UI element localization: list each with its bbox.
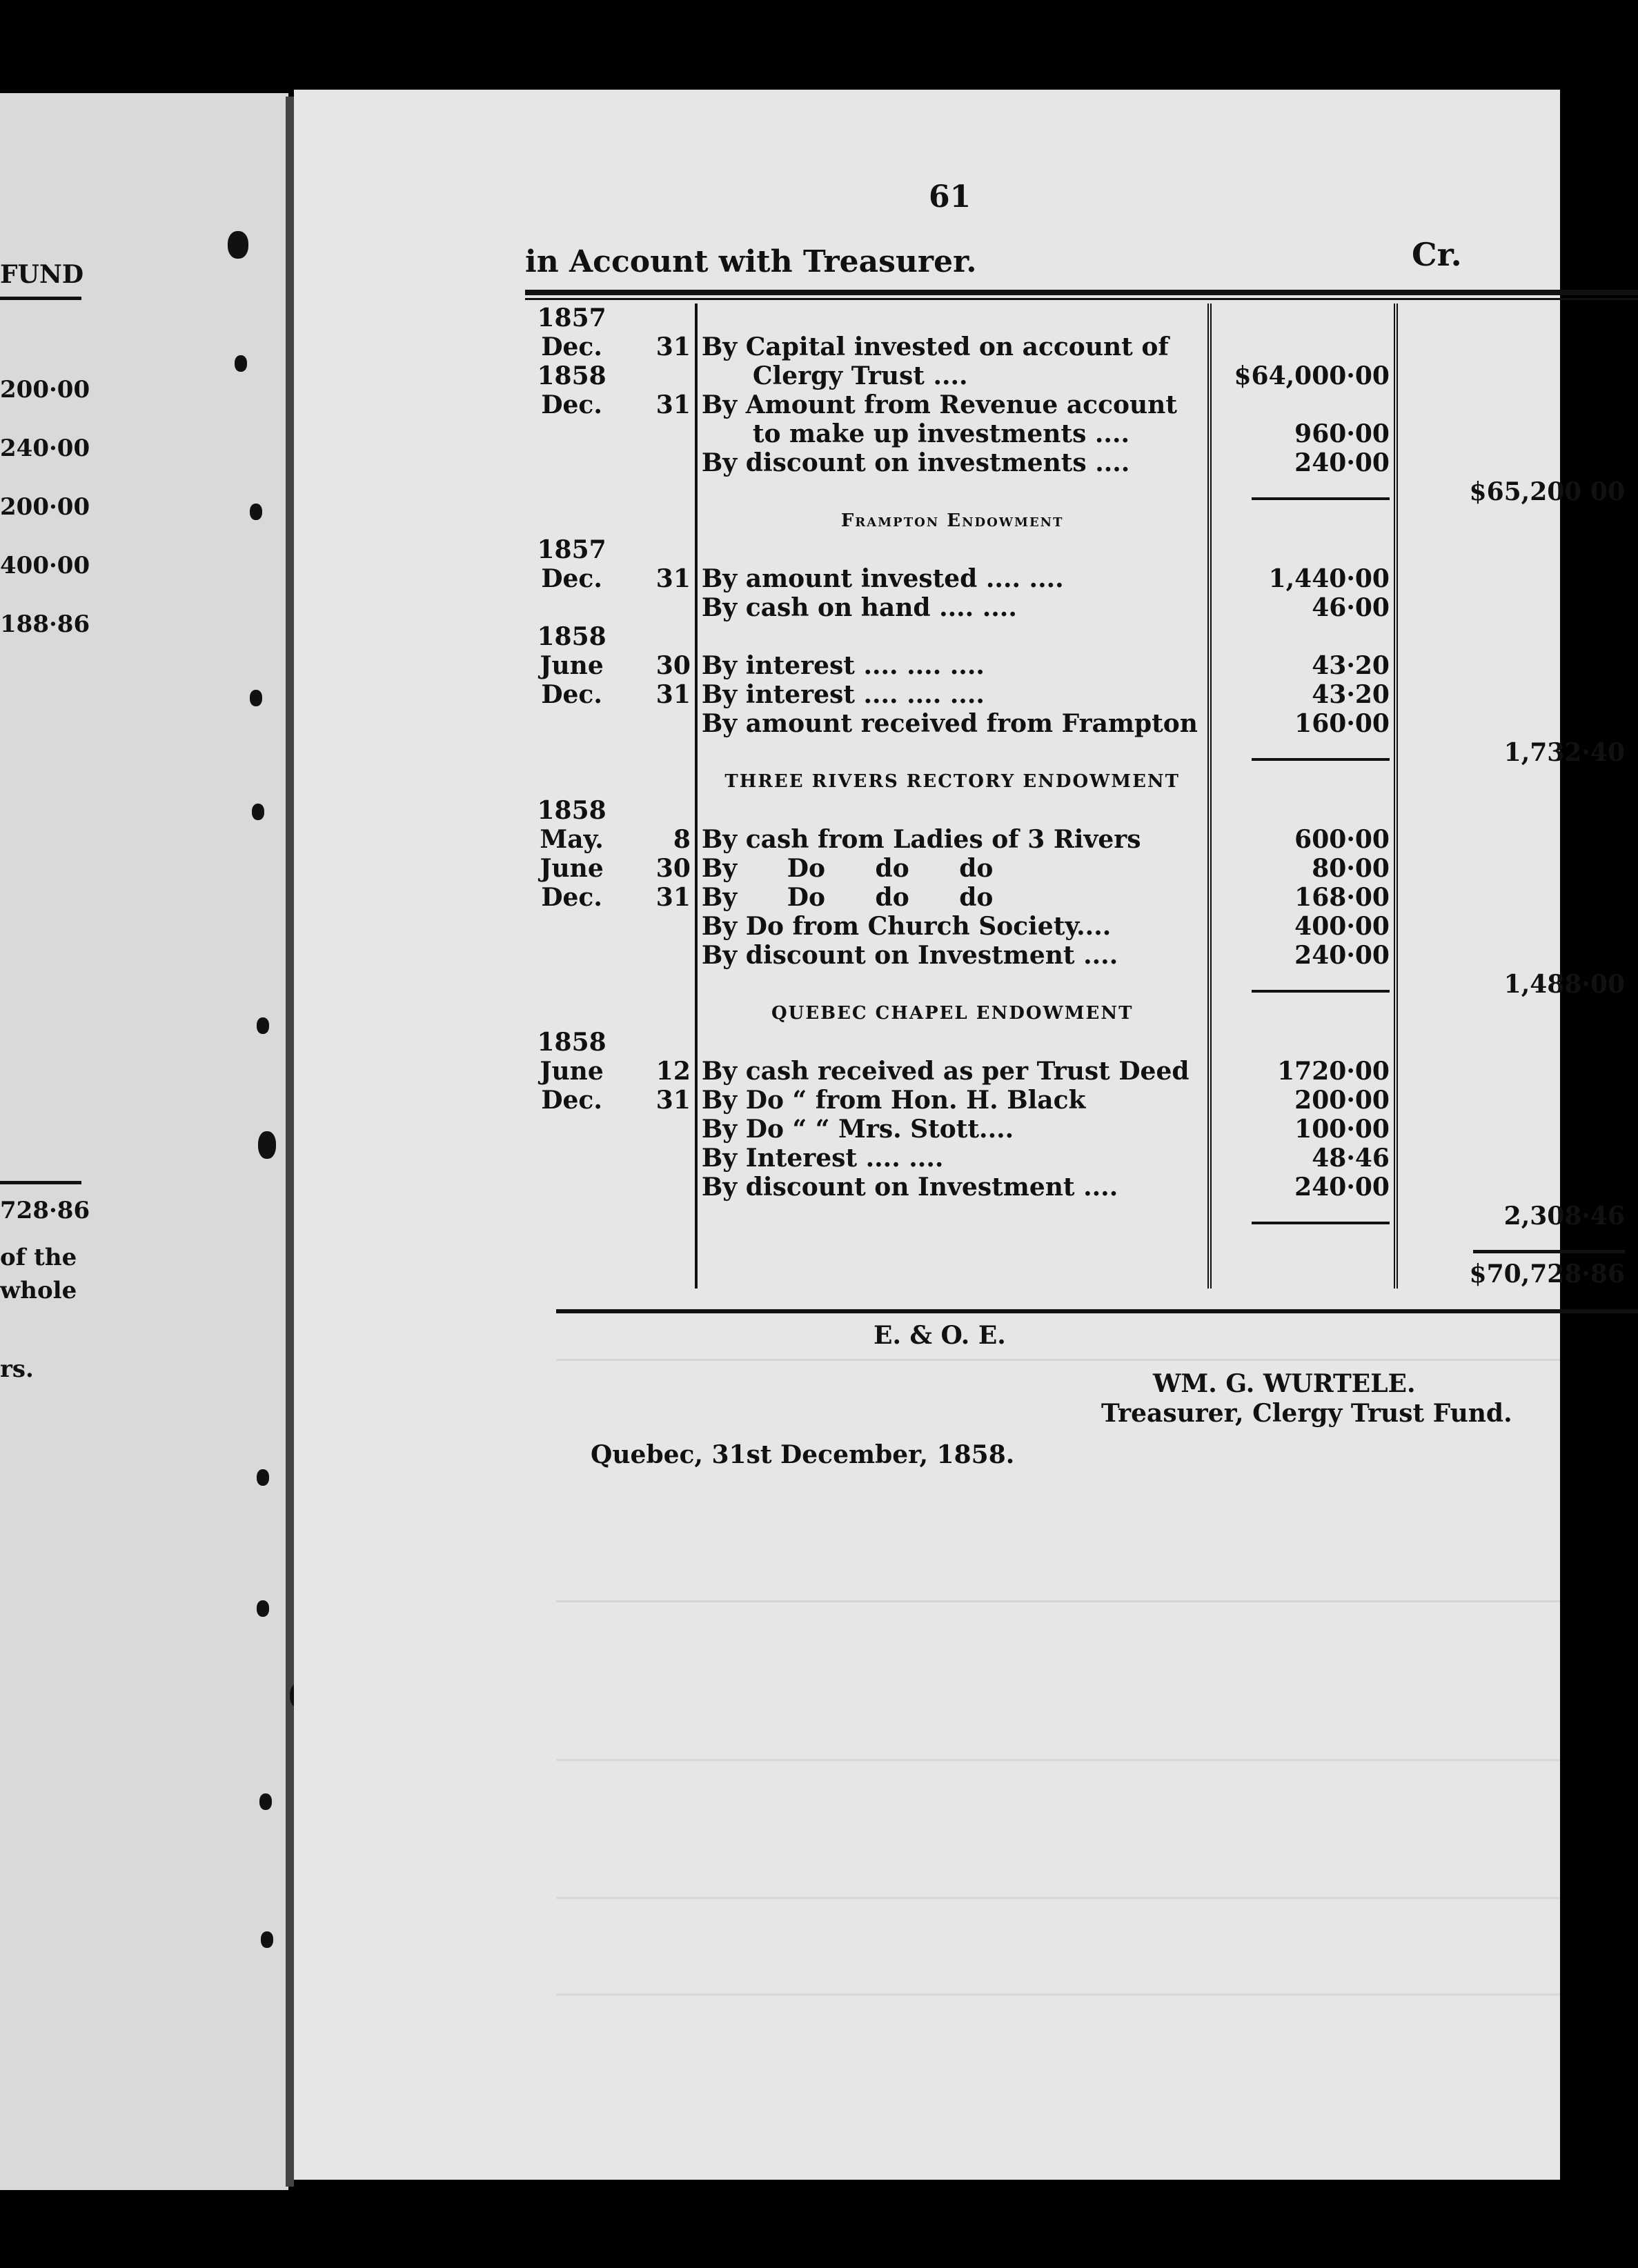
total-cell <box>1396 419 1629 448</box>
left-total-rule <box>0 1181 81 1184</box>
binding-hole <box>259 1793 272 1810</box>
show-through-rule <box>556 1897 1638 1899</box>
ledger-row <box>525 304 1629 332</box>
amount-cell: 400·00 <box>1210 912 1396 941</box>
ledger-row <box>525 651 1629 680</box>
amount-cell: 43·20 <box>1210 680 1396 709</box>
description-cell <box>696 535 1210 564</box>
ledger-row <box>525 332 1629 361</box>
day-cell <box>618 535 696 564</box>
amount-cell <box>1210 304 1396 332</box>
section-heading-row <box>525 767 1629 796</box>
description-cell: By cash on hand .... .... <box>696 593 1210 622</box>
day-cell: 30 <box>618 854 696 883</box>
date-cell <box>525 419 618 448</box>
ledger-row <box>525 448 1629 477</box>
show-through-rule <box>556 1993 1638 1996</box>
amount-cell: 46·00 <box>1210 593 1396 622</box>
ledger-row <box>525 1173 1629 1202</box>
left-amount: 200·00 <box>0 376 90 404</box>
ledger-row <box>525 1086 1629 1115</box>
amount-cell: 168·00 <box>1210 883 1396 912</box>
amount-cell <box>1210 796 1396 825</box>
description-cell <box>696 796 1210 825</box>
amount-cell: 960·00 <box>1210 419 1396 448</box>
day-cell: 31 <box>618 883 696 912</box>
ledger-row <box>525 825 1629 854</box>
ledger-row <box>525 622 1629 651</box>
day-cell: 31 <box>618 332 696 361</box>
description-cell: By Amount from Revenue account <box>696 390 1210 419</box>
ledger-row <box>525 419 1629 448</box>
grand-total: $70,728·86 <box>1469 1260 1625 1289</box>
binding-hole <box>235 355 247 372</box>
amount-cell <box>1210 535 1396 564</box>
amount-cell: 48·46 <box>1210 1144 1396 1173</box>
amount-cell: 1720·00 <box>1210 1057 1396 1086</box>
amount-cell <box>1210 1028 1396 1057</box>
description-cell: By amount invested .... .... <box>696 564 1210 593</box>
ledger-subtotal-row <box>525 738 1629 767</box>
left-header-rule <box>0 297 81 300</box>
total-cell <box>1396 390 1629 419</box>
left-total: 728·86 <box>0 1197 90 1224</box>
description-cell: By interest .... .... .... <box>696 651 1210 680</box>
day-cell <box>618 419 696 448</box>
show-through-rule <box>556 1759 1638 1761</box>
ledger-row <box>525 854 1629 883</box>
day-cell: 31 <box>618 1086 696 1115</box>
amount-cell: 1,440·00 <box>1210 564 1396 593</box>
amount-cell <box>1210 622 1396 651</box>
description-cell <box>696 622 1210 651</box>
day-cell <box>618 622 696 651</box>
left-page-header: FUND <box>0 260 84 289</box>
subtotal-rule <box>1252 990 1390 993</box>
ledger-row <box>525 564 1629 593</box>
description-cell: By discount on Investment .... <box>696 1173 1210 1202</box>
date-cell: Dec. <box>541 564 602 593</box>
binding-hole <box>252 804 264 820</box>
section-heading-row <box>525 999 1629 1028</box>
ledger-subtotal-row <box>525 970 1629 999</box>
day-cell <box>618 709 696 738</box>
amount-cell: 100·00 <box>1210 1115 1396 1144</box>
ledger-row <box>525 390 1629 419</box>
date-cell: 1858 <box>537 796 606 825</box>
section-total: 1,732·40 <box>1503 738 1625 767</box>
description-cell: By cash from Ladies of 3 Rivers <box>696 825 1210 854</box>
left-amount: 240·00 <box>0 435 90 462</box>
amount-cell: 240·00 <box>1210 941 1396 970</box>
ledger-row <box>525 1144 1629 1173</box>
section-heading: THREE RIVERS RECTORY ENDOWMENT <box>696 767 1210 796</box>
date-cell <box>525 1173 618 1202</box>
description-cell: By amount received from Frampton <box>696 709 1210 738</box>
total-cell <box>1396 304 1629 332</box>
subtotal-rule <box>1252 758 1390 761</box>
description-cell <box>696 1028 1210 1057</box>
date-cell: 1858 <box>537 622 606 651</box>
ledger-row <box>525 1115 1629 1144</box>
date-cell <box>525 709 618 738</box>
binding-hole <box>257 1600 269 1617</box>
description-cell: to make up investments .... <box>696 419 1210 448</box>
amount-cell: 240·00 <box>1210 1173 1396 1202</box>
treasurer-title: Treasurer, Clergy Trust Fund. <box>1101 1399 1512 1428</box>
account-title: in Account with Treasurer. <box>525 244 977 279</box>
section-total: $65,200 00 <box>1469 477 1625 506</box>
description-cell: By Do “ “ Mrs. Stott.... <box>696 1115 1210 1144</box>
date-cell: 1858 <box>537 1028 606 1057</box>
binding-hole <box>250 690 262 706</box>
section-total: 2,308·46 <box>1503 1202 1625 1231</box>
day-cell: 31 <box>618 680 696 709</box>
show-through-rule <box>556 1600 1638 1602</box>
day-cell: 31 <box>618 564 696 593</box>
ledger-subtotal-row <box>525 477 1629 506</box>
errors-omissions-note: E. & O. E. <box>874 1321 1006 1350</box>
day-cell <box>618 941 696 970</box>
amount-cell: 43·20 <box>1210 651 1396 680</box>
grand-total-row <box>525 1231 1629 1289</box>
day-cell <box>618 1144 696 1173</box>
ledger-row <box>525 680 1629 709</box>
section-heading: QUEBEC CHAPEL ENDOWMENT <box>696 999 1210 1028</box>
total-cell <box>1396 448 1629 477</box>
place-date-line: Quebec, 31st December, 1858. <box>591 1440 1015 1469</box>
binding-hole <box>257 1469 269 1486</box>
date-cell <box>525 448 618 477</box>
left-amount: 188·86 <box>0 610 90 638</box>
date-cell: Dec. <box>541 332 602 361</box>
date-cell <box>525 1144 618 1173</box>
left-text-line: of the <box>0 1244 77 1271</box>
amount-cell: 200·00 <box>1210 1086 1396 1115</box>
amount-cell: 600·00 <box>1210 825 1396 854</box>
description-cell: By Do do do <box>696 883 1210 912</box>
description-cell: By Do from Church Society.... <box>696 912 1210 941</box>
date-cell: June <box>540 854 604 883</box>
date-cell: 1858 <box>537 361 606 390</box>
description-cell: By Interest .... .... <box>696 1144 1210 1173</box>
ledger-subtotal-row <box>525 1202 1629 1231</box>
left-amount: 200·00 <box>0 493 90 521</box>
ledger-row <box>525 883 1629 912</box>
binding-hole <box>258 1131 276 1159</box>
amount-cell: 160·00 <box>1210 709 1396 738</box>
date-cell: June <box>540 1057 604 1086</box>
ledger-row <box>525 361 1629 390</box>
day-cell <box>618 796 696 825</box>
date-cell <box>525 912 618 941</box>
left-text-line: whole <box>0 1277 77 1304</box>
section-total: 1,488·00 <box>1503 970 1625 999</box>
description-cell: By Do “ from Hon. H. Black <box>696 1086 1210 1115</box>
description-cell: By discount on investments .... <box>696 448 1210 477</box>
ledger-row <box>525 912 1629 941</box>
ledger-row <box>525 535 1629 564</box>
left-text-line: rs. <box>0 1355 34 1383</box>
section-heading-row <box>525 506 1629 535</box>
date-cell: Dec. <box>541 390 602 419</box>
day-cell: 30 <box>618 651 696 680</box>
day-cell <box>618 304 696 332</box>
amount-cell <box>1210 332 1396 361</box>
credit-side-label: Cr. <box>1412 236 1462 273</box>
subtotal-rule <box>1252 497 1390 500</box>
date-cell: 1857 <box>537 304 606 332</box>
treasurer-signature-name: WM. G. WURTELE. <box>1153 1369 1416 1398</box>
binding-hole <box>261 1931 273 1948</box>
date-cell <box>525 941 618 970</box>
date-cell: 1857 <box>537 535 606 564</box>
right-page <box>294 90 1625 2180</box>
day-cell: 12 <box>618 1057 696 1086</box>
binding-hole <box>257 1017 269 1034</box>
header-rule <box>525 290 1638 295</box>
page-number: 61 <box>929 179 971 215</box>
day-cell <box>618 361 696 390</box>
date-cell: Dec. <box>541 883 602 912</box>
section-heading: Frampton Endowment <box>696 506 1210 535</box>
day-cell <box>618 448 696 477</box>
description-cell: By Do do do <box>696 854 1210 883</box>
description-cell <box>696 304 1210 332</box>
day-cell <box>618 1115 696 1144</box>
date-cell <box>525 593 618 622</box>
ledger-row <box>525 796 1629 825</box>
description-cell: By discount on Investment .... <box>696 941 1210 970</box>
book-gutter <box>286 97 294 2187</box>
date-cell: Dec. <box>541 680 602 709</box>
left-page-fragment <box>0 93 288 2190</box>
date-cell: June <box>540 651 604 680</box>
description-cell: By Capital invested on account of <box>696 332 1210 361</box>
description-cell: By cash received as per Trust Deed <box>696 1057 1210 1086</box>
grand-total-rule <box>1473 1250 1625 1253</box>
date-cell <box>525 1115 618 1144</box>
ledger-row <box>525 1057 1629 1086</box>
subtotal-rule <box>1252 1222 1390 1224</box>
binding-hole <box>228 231 248 259</box>
day-cell <box>618 1028 696 1057</box>
ledger-row <box>525 1028 1629 1057</box>
amount-cell <box>1210 390 1396 419</box>
ledger-table <box>525 304 1629 1289</box>
day-cell <box>618 1173 696 1202</box>
day-cell <box>618 912 696 941</box>
header-rule-thin <box>525 298 1638 300</box>
binding-hole <box>250 504 262 520</box>
total-cell <box>1396 361 1629 390</box>
day-cell: 8 <box>618 825 696 854</box>
ledger-bottom-rule <box>556 1309 1638 1313</box>
amount-cell: 240·00 <box>1210 448 1396 477</box>
day-cell: 31 <box>618 390 696 419</box>
date-cell: Dec. <box>541 1086 602 1115</box>
total-cell <box>1396 332 1629 361</box>
left-amount: 400·00 <box>0 552 90 579</box>
date-cell: May. <box>540 825 604 854</box>
ledger-row <box>525 941 1629 970</box>
description-cell: Clergy Trust .... <box>696 361 1210 390</box>
amount-cell: $64,000·00 <box>1210 361 1396 390</box>
ledger-row <box>525 593 1629 622</box>
description-cell: By interest .... .... .... <box>696 680 1210 709</box>
show-through-rule <box>556 1359 1638 1361</box>
day-cell <box>618 593 696 622</box>
amount-cell: 80·00 <box>1210 854 1396 883</box>
ledger-row <box>525 709 1629 738</box>
